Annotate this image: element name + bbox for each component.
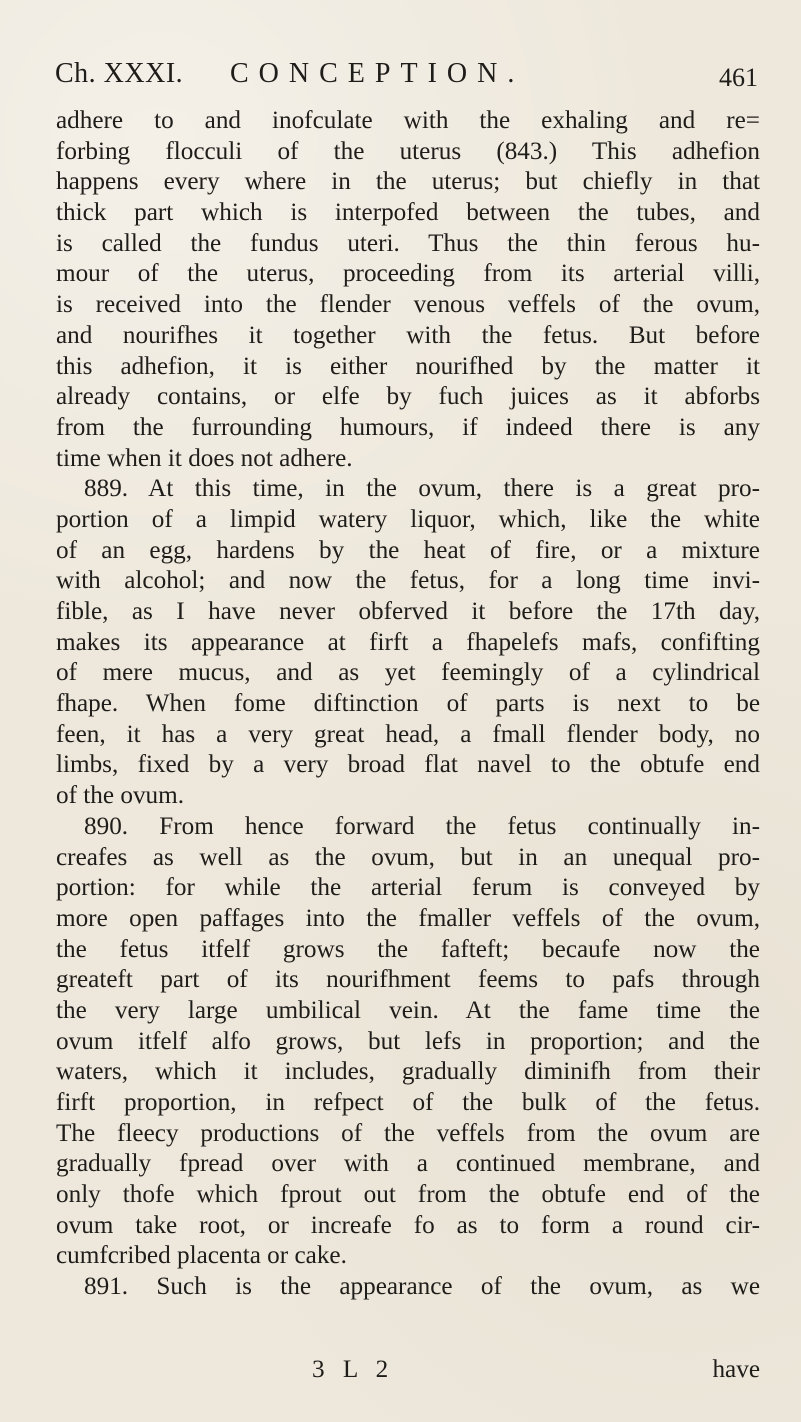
- text-line: is called the fundus uteri. Thus the thin ferous hu-: [56, 229, 760, 257]
- text-line: ovum take root, or increafe fo as to form a round cir-: [56, 1211, 760, 1239]
- text-line: creafes as well as the ovum, but in an unequal pro-: [56, 843, 760, 871]
- text-line: the very large umbilical vein. At the fame time the: [56, 996, 760, 1024]
- text-line: happens every where in the uterus; but chiefly in that: [56, 168, 760, 196]
- text-line: with alcohol; and now the fetus, for a long time invi-: [56, 567, 760, 595]
- text-line: this adhefion, it is either nourifhed by the matter it: [56, 352, 760, 380]
- text-line: gradually fpread over with a continued membrane, and: [56, 1150, 760, 1178]
- text-line: waters, which it includes, gradually diminifh from their: [56, 1058, 760, 1086]
- text-line: firft proportion, in refpect of the bulk of the fetus.: [56, 1089, 760, 1116]
- text-line: portion of a limpid watery liquor, which, like the white: [56, 505, 760, 533]
- page-number: 461: [719, 63, 758, 92]
- page-footer: [56, 1356, 760, 1386]
- text-line: The fleecy productions of the veffels from the ovum are: [56, 1119, 760, 1147]
- text-line: cumfcribed placenta or cake.: [56, 1242, 347, 1270]
- text-line: ovum itfelf alfo grows, but lefs in proportion; and the: [56, 1027, 760, 1055]
- text-line: of the ovum.: [56, 782, 185, 810]
- text-line: greateft part of its nourifhment feems to pafs through: [56, 966, 760, 994]
- text-line: feen, it has a very great head, a fmall flender body, no: [56, 720, 760, 748]
- text-line: forbing flocculi of the uterus (843.) This adhefion: [56, 137, 760, 165]
- text-line: more open paffages into the fmaller veffels of the ovum,: [56, 904, 760, 932]
- text-line: and nourifhes it together with the fetus. But before: [56, 321, 760, 349]
- text-line: 890. From hence forward the fetus continually in-: [84, 812, 760, 840]
- running-title: CONCEPTION.: [230, 58, 525, 89]
- text-line: of an egg, hardens by the heat of fire, or a mixture: [56, 536, 760, 564]
- text-line: makes its appearance at firft a fhapelefs mafs, confifting: [56, 628, 760, 656]
- text-line: the fetus itfelf grows the fafteft; becaufe now the: [56, 935, 760, 963]
- signature-mark: 3 L 2: [312, 1356, 395, 1383]
- text-line: portion: for while the arterial ferum is conveyed by: [56, 874, 760, 902]
- catchword: have: [712, 1356, 760, 1383]
- text-line: limbs, fixed by a very broad flat navel to the obtufe end: [56, 751, 760, 779]
- text-line: is received into the flender venous veffels of the ovum,: [56, 291, 760, 319]
- body-text: [56, 106, 760, 1303]
- text-line: 891. Such is the appearance of the ovum, as we: [84, 1273, 760, 1301]
- text-line: fible, as I have never obferved it before the 17th day,: [56, 598, 760, 625]
- text-line: from the furrounding humours, if indeed there is any: [56, 413, 760, 441]
- text-line: only thofe which fprout out from the obtufe end of the: [56, 1181, 760, 1209]
- chapter-label: Ch. XXXI.: [55, 58, 184, 89]
- text-line: of mere mucus, and as yet feemingly of a cylindrical: [56, 659, 760, 687]
- text-line: fhape. When fome diftinction of parts is next to be: [56, 690, 760, 718]
- text-line: time when it does not adhere.: [56, 444, 353, 472]
- text-line: mour of the uterus, proceeding from its arterial villi,: [56, 260, 760, 288]
- text-line: thick part which is interpofed between the tubes, and: [56, 199, 760, 227]
- text-line: already contains, or elfe by fuch juices as it abforbs: [56, 383, 760, 411]
- text-line: 889. At this time, in the ovum, there is a great pro-: [84, 475, 760, 503]
- text-line: adhere to and inofculate with the exhaling and re=: [56, 107, 760, 134]
- page-header: [55, 58, 760, 98]
